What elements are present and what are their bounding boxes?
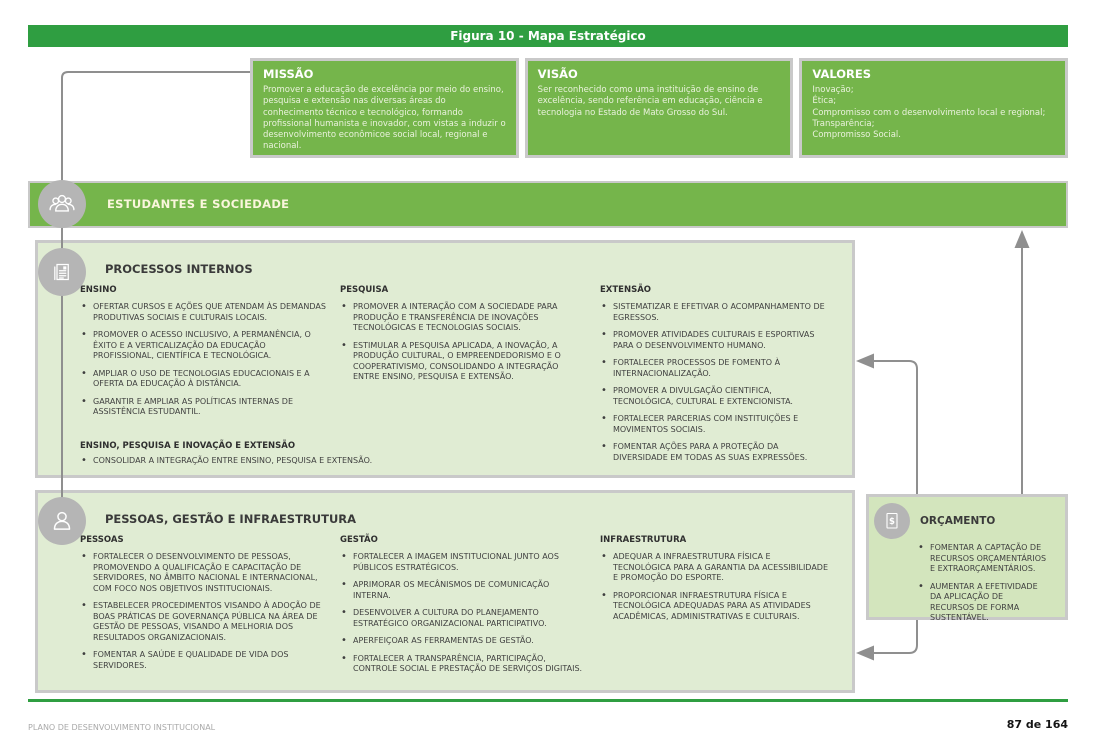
- budget-circle: [874, 503, 910, 539]
- internal-processes-panel: [35, 240, 855, 478]
- column-heading: ENSINO: [80, 285, 117, 295]
- column-extensao: [600, 285, 842, 471]
- objective-list: [600, 552, 842, 622]
- mission-title: MISSÃO: [263, 67, 314, 81]
- invoice-dollar-icon: [880, 509, 904, 533]
- internal-processes-circle: [38, 248, 86, 296]
- arrowhead-left-people-icon: [856, 646, 874, 661]
- objective-item: • ESTABELECER PROCEDIMENTOS VISANDO À ADOÇÃO DE BOAS PRÁTICAS DE GOVERNANÇA PÚBLICA NA ÁREA DE GESTÃO DE PESSOAS, VISANDO A MELHORIA DOS RESULTADOS ORGANIZACIONAIS.: [80, 601, 326, 643]
- objective-item: • AMPLIAR O USO DE TECNOLOGIAS EDUCACIONAIS E A OFERTA DA EDUCAÇÃO À DISTÂNCIA.: [80, 369, 326, 390]
- people-management-title: PESSOAS, GESTÃO E INFRAESTRUTURA: [105, 512, 357, 526]
- column-infraestrutura: [600, 535, 842, 682]
- values-line: Compromisso com o desenvolvimento local e regional;: [812, 107, 1046, 118]
- figure-title-bar: [28, 25, 1068, 47]
- mission-vision-values-row: [250, 58, 1068, 158]
- objective-list: [340, 302, 600, 383]
- values-line: Inovação;: [812, 85, 854, 95]
- integration-section: [80, 441, 500, 467]
- objective-item: • FOMENTAR A CAPTAÇÃO DE RECURSOS ORÇAMENTÁRIOS E EXTRAORÇAMENTÁRIOS.: [917, 543, 1047, 575]
- people-management-circle: [38, 497, 86, 545]
- document-title: PLANO DE DESENVOLVIMENTO INSTITUCIONAL: [28, 723, 216, 732]
- objective-list: [340, 552, 600, 675]
- objective-item: • APRIMORAR OS MECÂNISMOS DE COMUNICAÇÃO INTERNA.: [340, 580, 586, 601]
- mission-box: [250, 58, 519, 158]
- objective-list: [80, 552, 340, 671]
- vision-title: VISÃO: [537, 67, 578, 81]
- column-heading: GESTÃO: [340, 535, 378, 545]
- people-group-icon: [47, 189, 77, 219]
- values-line: Transparência;: [812, 118, 875, 129]
- objective-item: • ESTIMULAR A PESQUISA APLICADA, A INOVAÇÃO, A PRODUÇÃO CULTURAL, O EMPREENDEDORISMO E O COOPERATIVISMO, CONSOLIDANDO A INTEGRAÇÃO ENTRE ENSINO, PESQUISA E EXTENSÃO.: [340, 341, 586, 383]
- objective-list: [80, 302, 340, 418]
- students-society-label: ESTUDANTES E SOCIEDADE: [107, 197, 290, 211]
- arrowhead-left-processes-icon: [856, 354, 874, 369]
- person-icon: [47, 506, 77, 536]
- objective-item: • FORTALECER O DESENVOLVIMENTO DE PESSOAS, PROMOVENDO A QUALIFICAÇÃO E CAPACITAÇÃO DE SERVIDORES, NO ÂMBITO NACIONAL E INTERNACIONAL, COM FOCO NOS OBJETIVOS INSTITUCIONAIS.: [80, 552, 326, 594]
- svg-text:$: $: [889, 517, 895, 527]
- column-heading: PESSOAS: [80, 535, 124, 545]
- values-title: VALORES: [812, 67, 872, 81]
- vision-text: Ser reconhecido como uma instituição de ensino de excelência, sendo referência em educação, ciência e tecnologia no Estado de Mato Grosso do Sul.: [537, 85, 763, 118]
- column-pessoas: [80, 535, 340, 682]
- objective-item: • FOMENTAR A SAÚDE E QUALIDADE DE VIDA DOS SERVIDORES.: [80, 650, 326, 671]
- vision-box: [525, 58, 794, 158]
- objective-item: • ADEQUAR A INFRAESTRUTURA FÍSICA E TECNOLÓGICA PARA A GARANTIA DA ACESSIBILIDADE E PROMOÇÃO DO ESPORTE.: [600, 552, 828, 584]
- objective-item: • PROMOVER A DIVULGAÇÃO CIENTIFICA, TECNOLÓGICA, CULTURAL E EXTENCIONISTA.: [600, 386, 828, 407]
- objective-item: • FORTALECER PARCERIAS COM INSTITUIÇÕES E MOVIMENTOS SOCIAIS.: [600, 414, 828, 435]
- arrowhead-up-icon: [1015, 230, 1030, 248]
- objective-item: • PROMOVER A INTERAÇÃO COM A SOCIEDADE PARA PRODUÇÃO E TRANSFERÊNCIA DE INOVAÇÕES TECNOLÓGICAS E TECNOLOGIAS SOCIAIS.: [340, 302, 586, 334]
- objective-item: • SISTEMATIZAR E EFETIVAR O ACOMPANHAMENTO DE EGRESSOS.: [600, 302, 828, 323]
- objective-item: • APERFEIÇOAR AS FERRAMENTAS DE GESTÃO.: [340, 636, 586, 647]
- budget-to-processes-connector: [874, 361, 917, 494]
- mission-text: Promover a educação de excelência por meio do ensino, pesquisa e extensão nas diversas áreas do conhecimento técnico e tecnológico, formando profissional humanista e inovador, com vistas a induzir o desenvolvimento econômicoe social local, regional e nacional.: [263, 85, 506, 152]
- column-gestao: [340, 535, 600, 682]
- objective-item: • FORTALECER PROCESSOS DE FOMENTO À INTERNACIONALIZAÇÃO.: [600, 358, 828, 379]
- objective-item: • CONSOLIDAR A INTEGRAÇÃO ENTRE ENSINO, PESQUISA E EXTENSÃO.: [80, 456, 486, 467]
- budget-list-wrap: [917, 543, 1061, 631]
- objective-list: [917, 543, 1061, 624]
- objective-item: • FORTALECER A TRANSPARÊNCIA, PARTICIPAÇÃO, CONTROLE SOCIAL E PRESTAÇÃO DE SERVIÇOS DIGITAIS.: [340, 654, 586, 675]
- people-management-columns: [80, 535, 842, 682]
- column-heading: PESQUISA: [340, 285, 389, 295]
- values-box: [799, 58, 1068, 158]
- internal-processes-title: PROCESSOS INTERNOS: [105, 262, 253, 276]
- objective-item: • DESENVOLVER A CULTURA DO PLANEJAMENTO ESTRATÉGICO ORGANIZACIONAL PARTICIPATIVO.: [340, 608, 586, 629]
- objective-list: [80, 456, 500, 467]
- objective-item: • FOMENTAR AÇÕES PARA A PROTEÇÃO DA DIVERSIDADE EM TODAS AS SUAS EXPRESSÕES.: [600, 442, 828, 463]
- values-line: Compromisso Social.: [812, 130, 901, 141]
- budget-to-people-connector: [874, 620, 917, 653]
- documents-icon: [47, 257, 77, 287]
- objective-item: • PROMOVER O ACESSO INCLUSIVO, A PERMANÊNCIA, O ÊXITO E A VERTICALIZAÇÃO DA EDUCAÇÃO PROFISSIONAL, CIENTÍFICA E TECNOLÓGICA.: [80, 330, 326, 362]
- footer-rule: [28, 699, 1068, 702]
- objective-item: • PROPORCIONAR INFRAESTRUTURA FÍSICA E TECNOLÓGICA ADEQUADAS PARA AS ATIVIDADES ACADÊMICAS, ADMINISTRATIVAS E CULTURAIS.: [600, 591, 828, 623]
- objective-list: [600, 302, 842, 464]
- values-line: Ética;: [812, 96, 837, 107]
- page-number: 87 de 164: [1006, 718, 1068, 731]
- column-heading: EXTENSÃO: [600, 285, 652, 295]
- people-management-panel: [35, 490, 855, 693]
- figure-title: Figura 10 - Mapa Estratégico: [450, 29, 646, 43]
- objective-item: • PROMOVER ATIVIDADES CULTURAIS E ESPORTIVAS PARA O DESENVOLVIMENTO HUMANO.: [600, 330, 828, 351]
- objective-item: • OFERTAR CURSOS E AÇÕES QUE ATENDAM ÀS DEMANDAS PRODUTIVAS SOCIAIS E CULTURAIS LOCAIS.: [80, 302, 326, 323]
- column-heading: INFRAESTRUTURA: [600, 535, 687, 545]
- students-society-circle: [38, 180, 86, 228]
- budget-title: ORÇAMENTO: [920, 515, 996, 527]
- objective-item: • AUMENTAR A EFETIVIDADE DA APLICAÇÃO DE RECURSOS DE FORMA SUSTENTÁVEL.: [917, 582, 1047, 624]
- integration-heading: ENSINO, PESQUISA E INOVAÇÃO E EXTENSÃO: [80, 441, 296, 452]
- objective-item: • GARANTIR E AMPLIAR AS POLÍTICAS INTERNAS DE ASSISTÊNCIA ESTUDANTIL.: [80, 397, 326, 418]
- students-society-band: [28, 181, 1068, 228]
- objective-item: • FORTALECER A IMAGEM INSTITUCIONAL JUNTO AOS PÚBLICOS ESTRATÉGICOS.: [340, 552, 586, 573]
